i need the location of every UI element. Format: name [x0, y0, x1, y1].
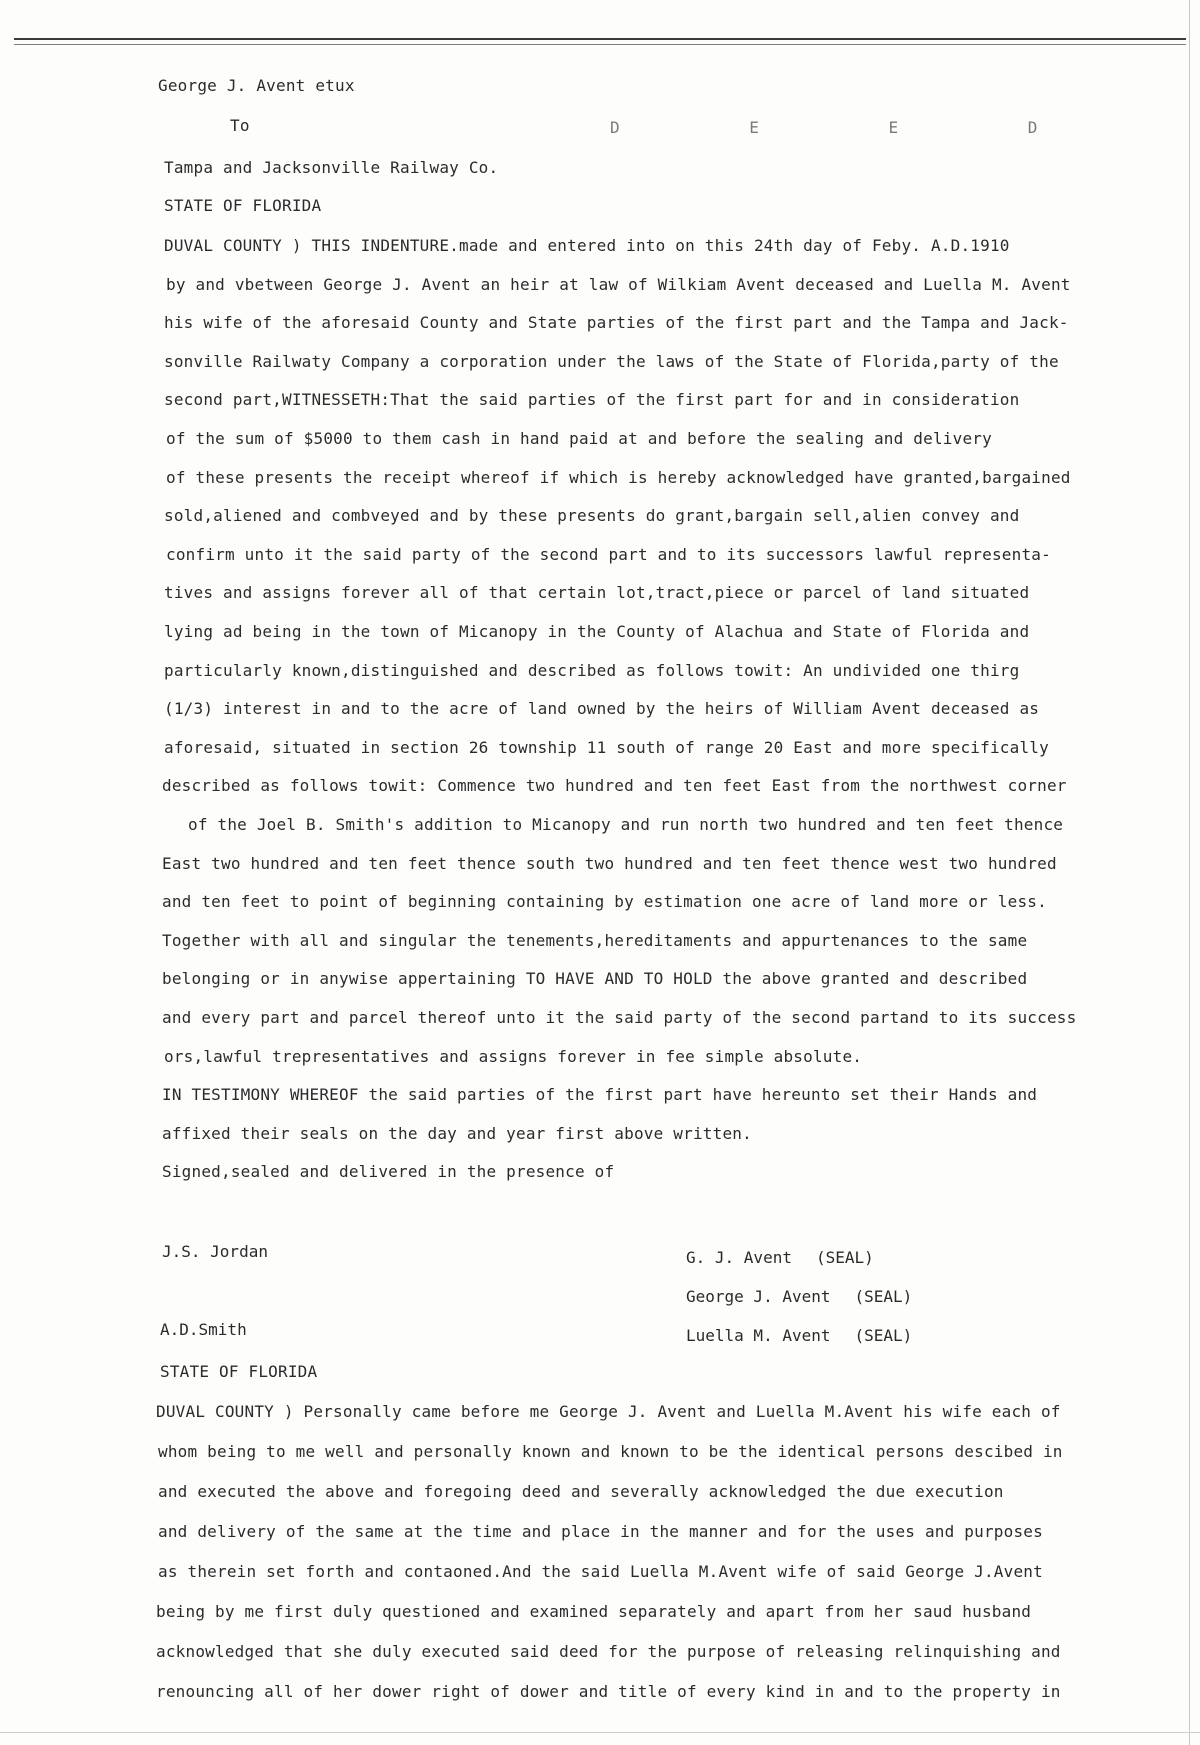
ack-state: STATE OF FLORIDA: [160, 1362, 318, 1381]
deed-line: of the Joel B. Smith's addition to Micanopy and run north two hundred and ten feet thence: [188, 815, 1064, 834]
deed-line: Signed,sealed and delivered in the presence of: [162, 1162, 615, 1181]
signature-3: [686, 1326, 912, 1346]
grantor-heading: George J. Avent etux: [158, 76, 355, 95]
state-heading: STATE OF FLORIDA: [164, 196, 322, 215]
deed-line: particularly known,distinguished and described as follows towit: An undivided one thirg: [164, 661, 1020, 680]
witness-1: J.S. Jordan: [162, 1242, 268, 1261]
deed-line: tives and assigns forever all of that certain lot,tract,piece or parcel of land situated: [164, 583, 1030, 602]
deed-line: IN TESTIMONY WHEREOF the said parties of the first part have hereunto set their Hands and: [162, 1085, 1038, 1104]
ack-line: and executed the above and foregoing deed and severally acknowledged the due execution: [158, 1482, 1004, 1501]
signature-name: G. J. Avent: [686, 1248, 792, 1267]
signature-2: [686, 1287, 912, 1307]
deed-line: ors,lawful trepresentatives and assigns forever in fee simple absolute.: [164, 1047, 863, 1066]
deed-line: aforesaid, situated in section 26 township 11 south of range 20 East and more specifically: [164, 738, 1049, 757]
deed-line: Together with all and singular the tenements,hereditaments and appurtenances to the same: [162, 931, 1028, 950]
signature-1: [686, 1248, 874, 1268]
ack-line: acknowledged that she duly executed said deed for the purpose of releasing relinquishing and: [156, 1642, 1061, 1661]
ack-line: DUVAL COUNTY ) Personally came before me George J. Avent and Luella M.Avent his wife each of: [156, 1402, 1061, 1421]
signature-name: George J. Avent: [686, 1287, 831, 1306]
deed-line: and every part and parcel thereof unto it the said party of the second partand to its success: [162, 1008, 1077, 1027]
deed-line: and ten feet to point of beginning containing by estimation one acre of land more or less.: [162, 892, 1047, 911]
to-heading: To: [230, 116, 250, 135]
grantee-heading: Tampa and Jacksonville Railway Co.: [164, 158, 499, 177]
deed-line: confirm unto it the said party of the second part and to its successors lawful representa-: [166, 545, 1051, 564]
deed-line: of the sum of $5000 to them cash in hand paid at and before the sealing and delivery: [166, 429, 992, 448]
deed-line: East two hundred and ten feet thence south two hundred and ten feet thence west two hundred: [162, 854, 1057, 873]
deed-line: belonging or in anywise appertaining TO HAVE AND TO HOLD the above granted and described: [162, 969, 1028, 988]
ack-line: renouncing all of her dower right of dower and title of every kind in and to the property in: [156, 1682, 1061, 1701]
witness-2: A.D.Smith: [160, 1320, 247, 1339]
seal-label: (SEAL): [854, 1326, 913, 1345]
deed-line: lying ad being in the town of Micanopy in the County of Alachua and State of Florida and: [164, 622, 1030, 641]
ack-line: being by me first duly questioned and examined separately and apart from her saud husband: [156, 1602, 1032, 1621]
seal-label: (SEAL): [854, 1287, 913, 1306]
ack-line: whom being to me well and personally known and known to be the identical persons descibed in: [158, 1442, 1063, 1461]
deed-line: by and vbetween George J. Avent an heir at law of Wilkiam Avent deceased and Luella M. Avent: [166, 275, 1071, 294]
deed-mark: D E E D: [610, 118, 1098, 137]
deed-line: his wife of the aforesaid County and State parties of the first part and the Tampa and Jack-: [164, 313, 1069, 332]
deed-line: of these presents the receipt whereof if which is hereby acknowledged have granted,bargained: [166, 468, 1071, 487]
deed-line: sonville Railwaty Company a corporation under the laws of the State of Florida,party of the: [164, 352, 1059, 371]
ack-line: and delivery of the same at the time and place in the manner and for the uses and purposes: [158, 1522, 1043, 1541]
top-rule-thin: [14, 44, 1186, 45]
deed-line: DUVAL COUNTY ) THIS INDENTURE.made and entered into on this 24th day of Feby. A.D.1910: [164, 236, 1010, 255]
page-edge: [1189, 0, 1190, 1745]
deed-line: (1/3) interest in and to the acre of land owned by the heirs of William Avent deceased as: [164, 699, 1040, 718]
ack-line: as therein set forth and contaoned.And the said Luella M.Avent wife of said George J.Avent: [158, 1562, 1043, 1581]
deed-line: described as follows towit: Commence two hundred and ten feet East from the northwest corner: [162, 776, 1067, 795]
top-rule: [14, 38, 1186, 40]
bottom-rule: [0, 1732, 1200, 1733]
deed-line: second part,WITNESSETH:That the said parties of the first part for and in consideration: [164, 390, 1020, 409]
deed-line: affixed their seals on the day and year first above written.: [162, 1124, 752, 1143]
deed-line: sold,aliened and combveyed and by these presents do grant,bargain sell,alien convey and: [164, 506, 1020, 525]
signature-name: Luella M. Avent: [686, 1326, 831, 1345]
seal-label: (SEAL): [815, 1248, 874, 1267]
